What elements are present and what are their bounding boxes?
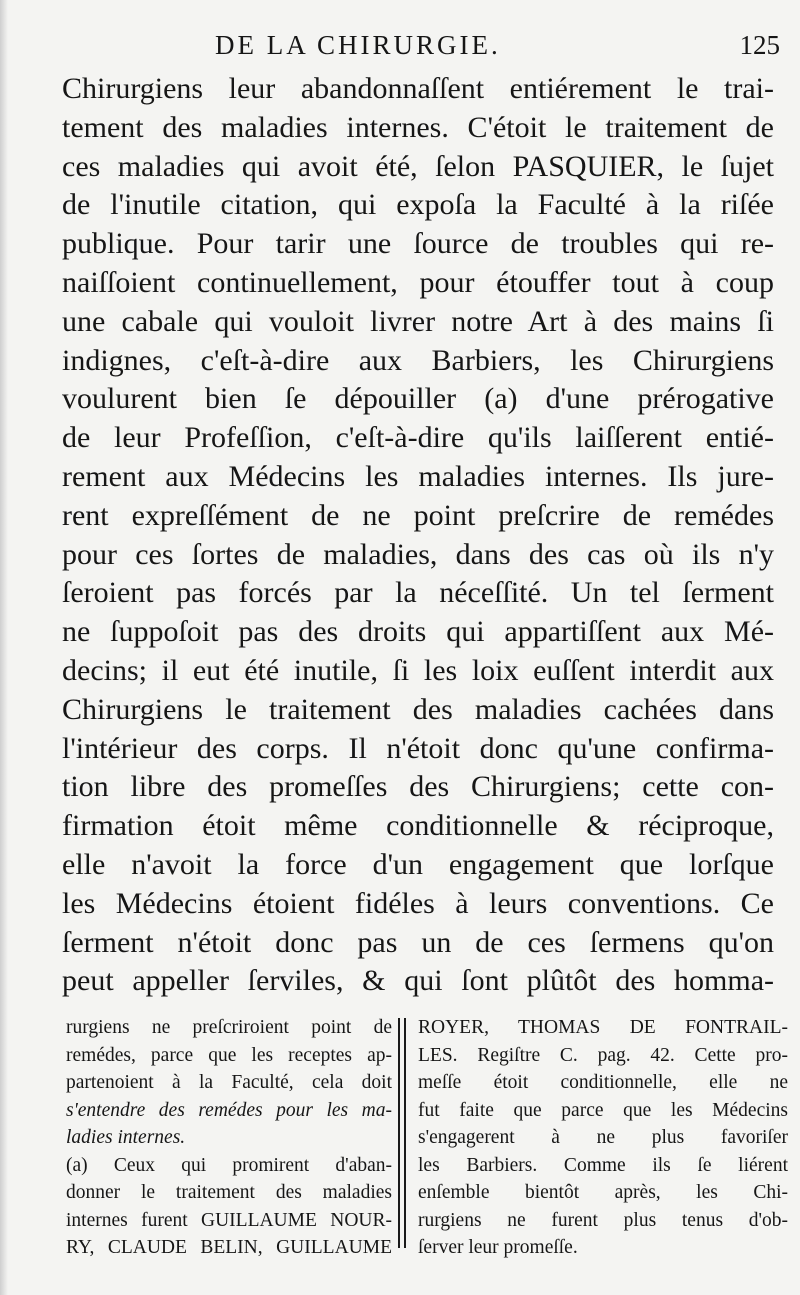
text-line: l'intérieur des corps. Il n'étoit donc qu'une confirma-	[62, 731, 774, 765]
page-edge-shadow	[0, 0, 8, 1295]
text-line: ſeroient pas forcés par la néceſſité. Un tel ſerment	[62, 576, 774, 610]
text-line: tement des maladies internes. C'étoit le traitement de	[62, 110, 774, 144]
text-line: ces maladies qui avoit été, ſelon PASQUIER, le ſujet	[62, 149, 774, 183]
footnote-line: rurgiens ne furent plus tenus d'ob-	[418, 1209, 788, 1231]
footnote-line: s'entendre des remédes pour les ma-	[66, 1099, 392, 1121]
column-divider	[398, 1018, 408, 1248]
text-line: peut appeller ſerviles, & qui ſont plûtôt des homma-	[62, 964, 774, 998]
text-line: decins; il eut été inutile, ſi les loix euſſent interdit aux	[62, 653, 774, 687]
text-line: les Médecins étoient fidéles à leurs conventions. Ce	[62, 886, 774, 920]
footnote-line: (a) Ceux qui promirent d'aban-	[66, 1154, 392, 1176]
text-line: ne ſuppoſoit pas des droits qui appartiſſent aux Mé-	[62, 615, 774, 649]
divider-rule-left	[398, 1018, 400, 1248]
text-line: tion libre des promeſſes des Chirurgiens; cette con-	[62, 770, 774, 804]
footnote-line: ſerver leur promeſſe.	[418, 1237, 578, 1258]
footnote-line: ROYER, THOMAS DE FONTRAIL-	[418, 1017, 788, 1038]
text-line: voulurent bien ſe dépouiller (a) d'une prérogative	[62, 382, 774, 416]
footnote-line: rurgiens ne preſcriroient point de	[66, 1017, 392, 1038]
text-line: pour ces ſortes de maladies, dans des cas où ils n'y	[62, 537, 774, 571]
footnote-line: partenoient à la Faculté, cela doit	[66, 1072, 392, 1093]
page-number: 125	[739, 30, 780, 60]
footnote-line: fut faite que parce que les Médecins	[418, 1099, 788, 1121]
footnote-line: donner le traitement des maladies	[66, 1182, 392, 1203]
footnote-line: ladies internes.	[66, 1127, 186, 1148]
page-header	[60, 30, 780, 70]
text-line: de leur Profeſſion, c'eſt-à-dire qu'ils laiſſerent entié-	[62, 421, 774, 455]
main-text	[62, 70, 774, 1001]
footnote-line: meſſe étoit conditionnelle, elle ne	[418, 1072, 788, 1093]
footnote-line: s'engagerent à ne plus favoriſer	[418, 1127, 788, 1148]
footnote-line: RY, CLAUDE BELIN, GUILLAUME	[66, 1237, 392, 1258]
text-line: naiſſoient continuellement, pour étouffer tout à coup	[62, 265, 774, 299]
text-line: elle n'avoit la force d'un engagement que lorſque	[62, 847, 774, 881]
footnote-line: LES. Regiſtre C. pag. 42. Cette pro-	[418, 1044, 788, 1066]
text-line: rent expreſſément de ne point preſcrire de remédes	[62, 498, 774, 532]
footnote-line: remédes, parce que les receptes ap-	[66, 1044, 392, 1066]
divider-rule-right	[404, 1018, 406, 1248]
footnote-line: enſemble bientôt après, les Chi-	[418, 1182, 788, 1203]
running-head: DE LA CHIRURGIE.	[215, 30, 501, 60]
text-line: ſerment n'étoit donc pas un de ces ſermens qu'on	[62, 925, 774, 959]
text-line: rement aux Médecins les maladies internes. Ils jure-	[62, 459, 774, 493]
text-line: publique. Pour tarir une ſource de troubles qui re-	[62, 227, 774, 261]
footnotes-left-column	[66, 1014, 392, 1262]
text-line: indignes, c'eſt-à-dire aux Barbiers, les Chirurgiens	[62, 343, 774, 377]
text-line: Chirurgiens leur abandonnaſſent entiérement le trai-	[62, 72, 774, 105]
text-line: Chirurgiens le traitement des maladies cachées dans	[62, 692, 774, 726]
footnote-line: les Barbiers. Comme ils ſe liérent	[418, 1154, 788, 1176]
footnote-line: internes furent GUILLAUME NOUR-	[66, 1209, 392, 1231]
text-line: de l'inutile citation, qui expoſa la Faculté à la riſée	[62, 188, 774, 222]
footnotes-right-column	[418, 1014, 788, 1262]
text-line: firmation étoit même conditionnelle & réciproque,	[62, 809, 774, 843]
text-line: une cabale qui vouloit livrer notre Art à des mains ſi	[62, 304, 774, 338]
